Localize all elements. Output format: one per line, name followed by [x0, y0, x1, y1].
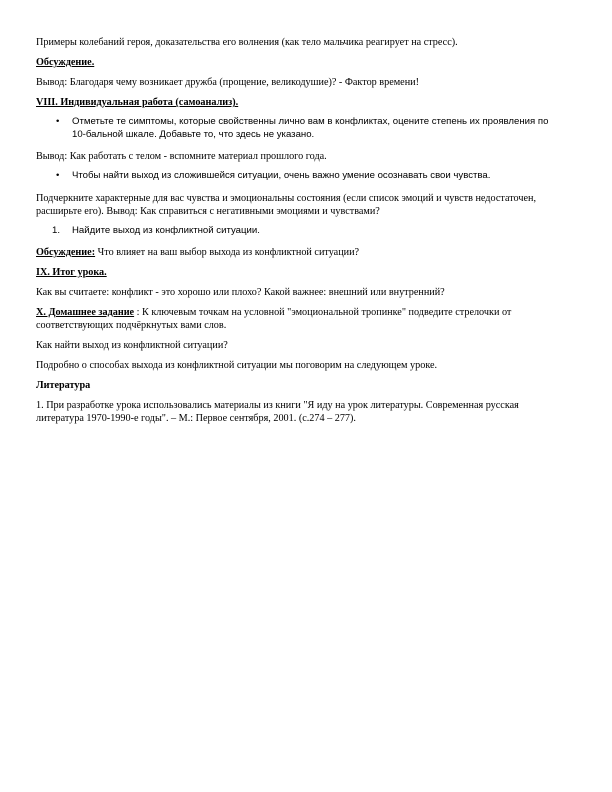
heading-discussion: Обсуждение. [36, 57, 95, 68]
homework-text: : К ключевым точкам на условной "эмоциональной тропинке" подведите стрелочки от соответствующих подчёркнутых вами слов. [36, 307, 512, 331]
bullet-list-symptoms [36, 116, 558, 141]
list-item [36, 225, 558, 238]
paragraph-find-exit: Как найти выход из конфликтной ситуации? [36, 340, 228, 351]
list-number: 1. [52, 224, 61, 236]
bullet-icon: • [56, 116, 60, 127]
paragraph-literature-source: 1. При разработке урока использовались материалы из книги "Я иду на урок литературы. Современная русская литература 1970-1990-е годы". – М.: Первое сентября, 2001. (с.274 – 277). [36, 400, 519, 424]
list-item-text: Найдите выход из конфликтной ситуации. [72, 224, 260, 236]
list-item-text: Чтобы найти выход из сложившейся ситуации, очень важно умение осознавать свои чувства. [72, 170, 491, 181]
paragraph-next-lesson: Подробно о способах выхода из конфликтной ситуации мы поговорим на следующем уроке. [36, 360, 438, 371]
list-item [36, 116, 558, 141]
homework-label: X. Домашнее задание [36, 307, 135, 318]
heading-section-8: VIII. Индивидуальная работа (самоанализ). [36, 97, 239, 108]
paragraph-hero-fluctuations: Примеры колебаний героя, доказательства его волнения (как тело мальчика реагирует на стресс). [36, 37, 458, 48]
bullet-list-feelings [36, 170, 558, 183]
numbered-list [36, 225, 558, 238]
heading-section-9: IX. Итог урока. [36, 267, 107, 278]
discussion-text: Что влияет на ваш выбор выхода из конфликтной ситуации? [95, 247, 360, 258]
heading-literature: Литература [36, 380, 91, 391]
paragraph-body-work: Вывод: Как работать с телом - вспомните материал прошлого года. [36, 151, 327, 162]
list-item [36, 170, 558, 183]
discussion-label: Обсуждение: [36, 247, 96, 258]
paragraph-discussion-choice [36, 246, 558, 259]
paragraph-conflict-question: Как вы считаете: конфликт - это хорошо или плохо? Какой важнее: внешний или внутренний? [36, 287, 445, 298]
list-item-text: Отметьте те симптомы, которые свойственны лично вам в конфликтах, оцените степень их проявления по 10-бальной шкале. Добавьте то, что здесь не указано. [72, 116, 549, 140]
paragraph-friendship-conclusion: Вывод: Благодаря чему возникает дружба (прощение, великодушие)? - Фактор времени! [36, 77, 419, 88]
bullet-icon: • [56, 170, 60, 181]
paragraph-homework [36, 306, 558, 332]
document-page [36, 36, 558, 432]
paragraph-underline-feelings: Подчеркните характерные для вас чувства и эмоциональны состояния (если список эмоций и чувств недостаточен, расширьте его). Вывод: Как справиться с негативными эмоциями и чувствами? [36, 192, 536, 217]
